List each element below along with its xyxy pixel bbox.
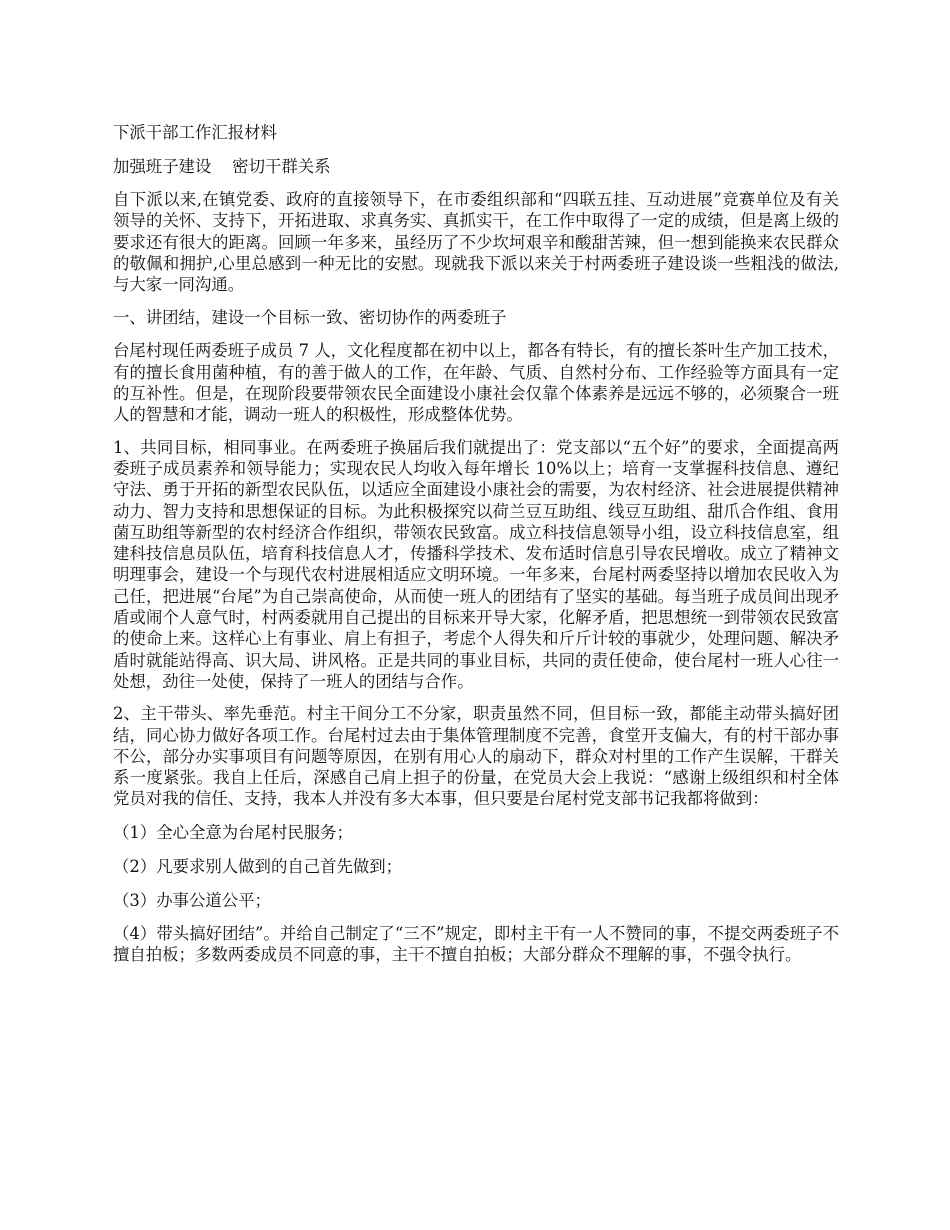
list-item-paragraph: （4）带头搞好团结”。并给自己制定了“三不”规定，即村主干有一人不赞同的事，不提交两委班子不擅自拍板；多数两委成员不同意的事，主干不擅自拍板；大部分群众不理解的事，不强令执行。 bbox=[113, 923, 839, 965]
section-paragraph: 台尾村现任两委班子成员 7 人，文化程度都在初中以上，都各有特长，有的擅长茶叶生产加工技术，有的擅长食用菌种植，有的善于做人的工作，在年龄、气质、自然村分布、工作经验等方面具有一定的互补性。但是，在现阶段要带领农民全面建设小康社会仅靠个体素养是远远不够的，必须聚合一班人的智慧和才能，调动一班人的积极性，形成整体优势。 bbox=[113, 341, 839, 425]
list-item: （3）办事公道公平； bbox=[113, 890, 271, 910]
list-item: （2）凡要求别人做到的自己首先做到； bbox=[113, 856, 403, 876]
section-heading: 一、讲团结，建设一个目标一致、密切协作的两委班子 bbox=[113, 308, 507, 328]
document-title: 下派干部工作汇报材料 bbox=[113, 123, 277, 142]
intro-paragraph: 自下派以来,在镇党委、政府的直接领导下，在市委组织部和“四联五挂、互动进展”竞赛单位及有关领导的关怀、支持下，开拓进取、求真务实、真抓实干，在工作中取得了一定的成绩，但是离上级的要求还有很大的距离。回顾一年多来，虽经历了不少坎坷艰辛和酸甜苦辣，但一想到能换来农民群众的敬佩和拥护,心里总感到一种无比的安慰。现就我下派以来关于村两委班子建设谈一些粗浅的做法,与大家一同沟通。 bbox=[113, 190, 839, 295]
point-two-paragraph: 2、主干带头、率先垂范。村主干间分工不分家，职责虽然不同，但目标一致，都能主动带头搞好团结，同心协力做好各项工作。台尾村过去由于集体管理制度不完善，食堂开支偏大，有的村干部办事不公，部分办实事项目有问题等原因，在别有用心人的扇动下，群众对村里的工作产生误解，干群关系一度紧张。我自上任后，深感自己肩上担子的份量，在党员大会上我说：“感谢上级组织和村全体党员对我的信任、支持，我本人并没有多大本事，但只要是台尾村党支部书记我都将做到： bbox=[113, 704, 839, 809]
document-subtitle: 加强班子建设 密切干群关系 bbox=[113, 157, 331, 176]
point-one-paragraph: 1、共同目标，相同事业。在两委班子换届后我们就提出了：党支部以“五个好”的要求，全面提高两委班子成员素养和领导能力；实现农民人均收入每年增长 10%以上；培育一支掌握科技信息、遵纪守法、勇于开拓的新型农民队伍，以适应全面建设小康社会的需要，为农村经济、社会进展提供精神动力、智力支持和思想保证的目标。为此积极探究以荷兰豆互助组、线豆互助组、甜爪合作组、食用菌互助组等新型的农村经济合作组织，带领农民致富。成立科技信息领导小组，设立科技信息室，组建科技信息员队伍，培育科技信息人才，传播科学技术、发布适时信息引导农民增收。成立了精神文明理事会，建设一个与现代农村进展相适应文明环境。一年多来，台尾村两委坚持以增加农民收入为己任，把进展“台尾”为自己崇高使命，从而使一班人的团结有了坚实的基础。每当班子成员间出现矛盾或闹个人意气时，村两委就用自己提出的目标来开导大家，化解矛盾，把思想统一到带领农民致富的使命上来。这样心上有事业、肩上有担子，考虑个人得失和斤斤计较的事就少，处理问题、解决矛盾时就能站得高、识大局、讲风格。正是共同的事业目标，共同的责任使命，使台尾村一班人心往一处想，劲往一处使，保持了一班人的团结与合作。 bbox=[113, 437, 839, 691]
document-body bbox=[113, 121, 839, 976]
list-item: （1）全心全意为台尾村民服务； bbox=[113, 822, 353, 842]
